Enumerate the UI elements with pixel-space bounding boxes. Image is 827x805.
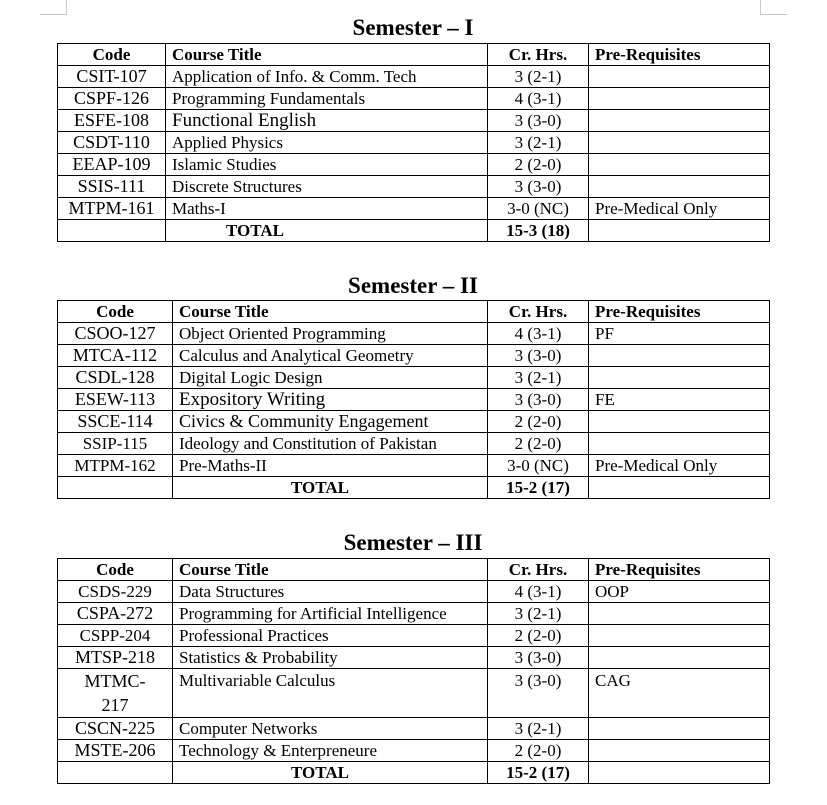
course-title: Statistics & Probability <box>173 647 488 669</box>
course-code: CSDT-110 <box>58 132 166 154</box>
credit-hours: 3 (3-0) <box>488 647 589 669</box>
credit-hours: 3 (2-1) <box>488 603 589 625</box>
prerequisite <box>589 411 770 433</box>
semester-title: Semester – II <box>348 273 478 298</box>
page-corner-mark-right <box>760 0 787 15</box>
course-code: MTPM-162 <box>58 455 173 477</box>
prerequisite <box>589 110 770 132</box>
course-title: Islamic Studies <box>166 154 488 176</box>
credit-hours: 3 (2-1) <box>488 66 589 88</box>
table-row <box>58 625 770 647</box>
table-row <box>58 345 770 367</box>
course-title: Civics & Community Engagement <box>173 411 488 433</box>
table-row <box>58 603 770 625</box>
credit-hours: 4 (3-1) <box>488 88 589 110</box>
semester-table <box>57 300 770 499</box>
course-title: Functional English <box>166 110 488 132</box>
table-header-row <box>58 559 770 581</box>
course-title: Expository Writing <box>173 389 488 411</box>
prerequisite <box>589 345 770 367</box>
table-row <box>58 66 770 88</box>
total-spacer <box>58 220 166 242</box>
prerequisite <box>589 718 770 740</box>
prerequisite: CAG <box>589 669 770 718</box>
course-code: CSPP-204 <box>58 625 173 647</box>
prerequisite <box>589 647 770 669</box>
table-row <box>58 411 770 433</box>
credit-hours: 3 (3-0) <box>488 176 589 198</box>
course-code: MTMC-217 <box>58 669 173 718</box>
course-title: Data Structures <box>173 581 488 603</box>
course-code: CSIT-107 <box>58 66 166 88</box>
prerequisite <box>589 176 770 198</box>
header-credit-hours: Cr. Hrs. <box>488 301 589 323</box>
credit-hours: 2 (2-0) <box>488 740 589 762</box>
course-code: MSTE-206 <box>58 740 173 762</box>
course-title: Maths-I <box>166 198 488 220</box>
course-code: MTCA-112 <box>58 345 173 367</box>
total-spacer <box>589 477 770 499</box>
total-spacer <box>58 477 173 499</box>
course-code: SSCE-114 <box>58 411 173 433</box>
course-code: MTSP-218 <box>58 647 173 669</box>
credit-hours: 2 (2-0) <box>488 433 589 455</box>
table-row <box>58 88 770 110</box>
table-row <box>58 740 770 762</box>
table-row <box>58 718 770 740</box>
table-row <box>58 323 770 345</box>
course-code: CSPF-126 <box>58 88 166 110</box>
course-title: Professional Practices <box>173 625 488 647</box>
semester-title: Semester – I <box>352 15 474 40</box>
credit-hours: 2 (2-0) <box>488 625 589 647</box>
page-corner-mark-left <box>40 0 67 15</box>
course-code: ESEW-113 <box>58 389 173 411</box>
total-label: TOTAL <box>166 220 488 242</box>
course-title: Object Oriented Programming <box>173 323 488 345</box>
prerequisite <box>589 603 770 625</box>
prerequisite <box>589 154 770 176</box>
prerequisite: PF <box>589 323 770 345</box>
course-title: Pre-Maths-II <box>173 455 488 477</box>
header-course-title: Course Title <box>173 301 488 323</box>
header-prerequisites: Pre-Requisites <box>589 301 770 323</box>
credit-hours: 3 (3-0) <box>488 389 589 411</box>
total-credit-hours: 15-2 (17) <box>488 762 589 784</box>
prerequisite: OOP <box>589 581 770 603</box>
header-credit-hours: Cr. Hrs. <box>488 559 589 581</box>
table-row <box>58 389 770 411</box>
header-prerequisites: Pre-Requisites <box>589 559 770 581</box>
course-code: CSPA-272 <box>58 603 173 625</box>
total-row <box>58 477 770 499</box>
total-row <box>58 220 770 242</box>
prerequisite <box>589 88 770 110</box>
credit-hours: 4 (3-1) <box>488 323 589 345</box>
total-spacer <box>589 762 770 784</box>
prerequisite <box>589 66 770 88</box>
credit-hours: 2 (2-0) <box>488 411 589 433</box>
credit-hours: 3 (3-0) <box>488 110 589 132</box>
course-title: Programming for Artificial Intelligence <box>173 603 488 625</box>
total-spacer <box>58 762 173 784</box>
header-credit-hours: Cr. Hrs. <box>488 44 589 66</box>
table-row <box>58 669 770 718</box>
table-row <box>58 132 770 154</box>
total-credit-hours: 15-2 (17) <box>488 477 589 499</box>
course-title: Calculus and Analytical Geometry <box>173 345 488 367</box>
semester-title: Semester – III <box>343 530 483 555</box>
table-row <box>58 154 770 176</box>
table-row <box>58 433 770 455</box>
credit-hours: 3 (3-0) <box>488 345 589 367</box>
course-code: MTPM-161 <box>58 198 166 220</box>
table-row <box>58 581 770 603</box>
table-row <box>58 455 770 477</box>
course-code: CSDS-229 <box>58 581 173 603</box>
course-code: CSDL-128 <box>58 367 173 389</box>
header-prerequisites: Pre-Requisites <box>589 44 770 66</box>
header-code: Code <box>58 301 173 323</box>
total-credit-hours: 15-3 (18) <box>488 220 589 242</box>
prerequisite <box>589 740 770 762</box>
header-course-title: Course Title <box>173 559 488 581</box>
semester-table <box>57 43 770 242</box>
prerequisite <box>589 625 770 647</box>
course-title: Discrete Structures <box>166 176 488 198</box>
course-code: ESFE-108 <box>58 110 166 132</box>
header-course-title: Course Title <box>166 44 488 66</box>
course-code: EEAP-109 <box>58 154 166 176</box>
credit-hours: 3 (2-1) <box>488 718 589 740</box>
total-label: TOTAL <box>173 477 488 499</box>
course-title: Technology & Enterpreneure <box>173 740 488 762</box>
prerequisite <box>589 367 770 389</box>
header-code: Code <box>58 559 173 581</box>
prerequisite <box>589 132 770 154</box>
table-row <box>58 110 770 132</box>
total-label: TOTAL <box>173 762 488 784</box>
prerequisite: Pre-Medical Only <box>589 455 770 477</box>
course-code: SSIS-111 <box>58 176 166 198</box>
credit-hours: 2 (2-0) <box>488 154 589 176</box>
course-code: SSIP-115 <box>58 433 173 455</box>
total-spacer <box>589 220 770 242</box>
table-header-row <box>58 44 770 66</box>
semester-table <box>57 558 770 784</box>
credit-hours: 3 (2-1) <box>488 132 589 154</box>
credit-hours: 3 (3-0) <box>488 669 589 718</box>
course-title: Application of Info. & Comm. Tech <box>166 66 488 88</box>
course-title: Programming Fundamentals <box>166 88 488 110</box>
table-row <box>58 176 770 198</box>
course-title: Computer Networks <box>173 718 488 740</box>
course-code: CSCN-225 <box>58 718 173 740</box>
credit-hours: 3-0 (NC) <box>488 455 589 477</box>
course-title: Multivariable Calculus <box>173 669 488 718</box>
prerequisite: Pre-Medical Only <box>589 198 770 220</box>
course-title: Applied Physics <box>166 132 488 154</box>
header-code: Code <box>58 44 166 66</box>
course-code: CSOO-127 <box>58 323 173 345</box>
course-title: Ideology and Constitution of Pakistan <box>173 433 488 455</box>
credit-hours: 3 (2-1) <box>488 367 589 389</box>
table-row <box>58 647 770 669</box>
credit-hours: 4 (3-1) <box>488 581 589 603</box>
prerequisite: FE <box>589 389 770 411</box>
table-row <box>58 198 770 220</box>
credit-hours: 3-0 (NC) <box>488 198 589 220</box>
total-row <box>58 762 770 784</box>
table-header-row <box>58 301 770 323</box>
prerequisite <box>589 433 770 455</box>
course-title: Digital Logic Design <box>173 367 488 389</box>
table-row <box>58 367 770 389</box>
